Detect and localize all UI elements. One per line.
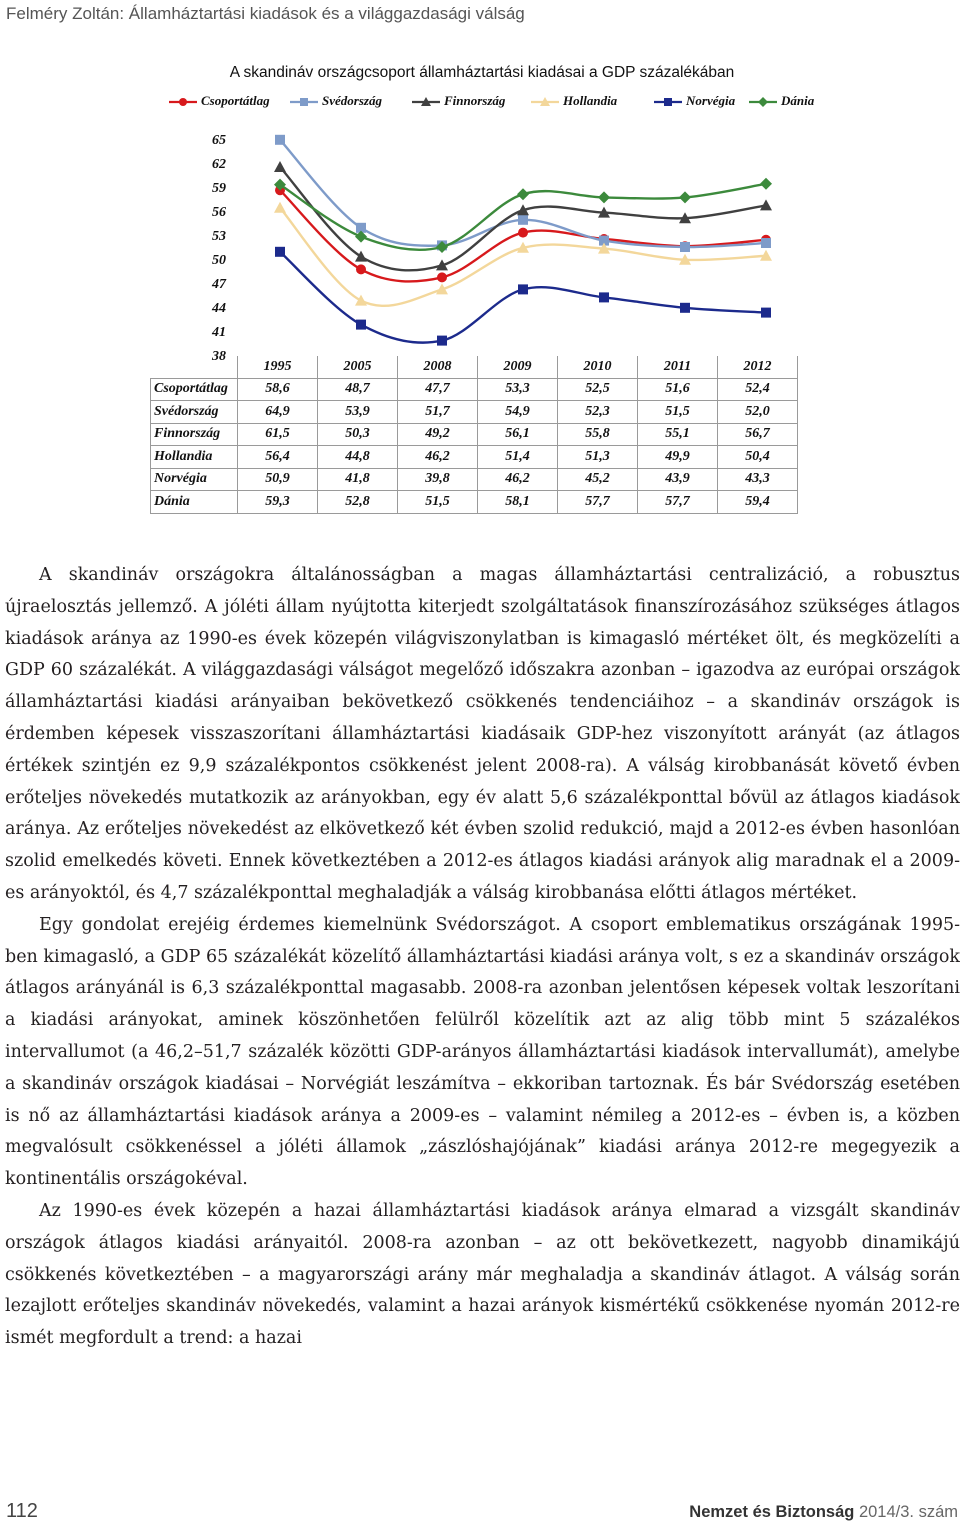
y-tick-label: 53 bbox=[212, 229, 226, 244]
chart-legend bbox=[168, 92, 828, 112]
legend-label: Csoportátlag bbox=[201, 93, 270, 108]
data-point bbox=[518, 284, 528, 294]
x-tick-label: 2005 bbox=[318, 356, 398, 378]
table-cell: 47,7 bbox=[398, 378, 478, 401]
row-label: Dánia bbox=[151, 491, 238, 514]
legend-marker bbox=[664, 98, 672, 106]
table-cell: 52,0 bbox=[718, 401, 798, 424]
x-tick-label: 2012 bbox=[718, 356, 798, 378]
table-cell: 46,2 bbox=[478, 468, 558, 491]
legend-label: Svédország bbox=[322, 93, 382, 108]
table-cell: 45,2 bbox=[558, 468, 638, 491]
data-point bbox=[275, 247, 285, 257]
legend-swatch bbox=[289, 95, 319, 109]
x-tick-label: 1995 bbox=[238, 356, 318, 378]
legend-label: Finnország bbox=[444, 93, 506, 108]
journal-name: Nemzet és Biztonság bbox=[689, 1503, 855, 1521]
table-header-row bbox=[151, 356, 798, 378]
legend-marker bbox=[300, 98, 308, 106]
data-point bbox=[761, 238, 771, 248]
table-cell: 43,9 bbox=[638, 468, 718, 491]
legend-swatch bbox=[168, 95, 198, 109]
table-cell: 51,5 bbox=[398, 491, 478, 514]
x-tick-label: 2008 bbox=[398, 356, 478, 378]
data-point bbox=[680, 303, 690, 313]
table-cell: 53,3 bbox=[478, 378, 558, 401]
journal-footer bbox=[689, 1503, 958, 1522]
journal-issue: 2014/3. szám bbox=[858, 1503, 958, 1521]
table-cell: 56,1 bbox=[478, 423, 558, 446]
data-point bbox=[761, 308, 771, 318]
y-tick-label: 62 bbox=[212, 157, 226, 172]
table-row bbox=[151, 468, 798, 491]
legend-marker bbox=[179, 98, 187, 106]
table-row bbox=[151, 423, 798, 446]
table-cell: 51,7 bbox=[398, 401, 478, 424]
data-point bbox=[355, 251, 367, 262]
data-point bbox=[437, 336, 447, 346]
legend-swatch bbox=[411, 95, 441, 109]
table-cell: 41,8 bbox=[318, 468, 398, 491]
table-cell: 50,3 bbox=[318, 423, 398, 446]
data-table bbox=[150, 356, 798, 514]
data-point bbox=[274, 202, 286, 213]
table-cell: 49,9 bbox=[638, 446, 718, 469]
table-cell: 52,8 bbox=[318, 491, 398, 514]
table-corner bbox=[151, 356, 238, 378]
table-cell: 46,2 bbox=[398, 446, 478, 469]
row-label: Finnország bbox=[151, 423, 238, 446]
table-cell: 43,3 bbox=[718, 468, 798, 491]
table-cell: 56,7 bbox=[718, 423, 798, 446]
legend-swatch bbox=[748, 95, 778, 109]
y-tick-label: 38 bbox=[212, 349, 226, 364]
table-cell: 61,5 bbox=[238, 423, 318, 446]
data-point bbox=[518, 215, 528, 225]
table-cell: 50,9 bbox=[238, 468, 318, 491]
article-body bbox=[5, 560, 960, 1355]
paragraph: A skandináv országokra általánosságban a magas államháztartási centralizáció, a robusztus újraelosztás jellemző. A jóléti állam nyújtotta kiterjedt szolgáltatások finanszírozásához szükséges átlagos kiadások aránya az 1990-es évek közepén világviszonylatban is kimagasló mértéket ölt, és megközelíti a GDP 60 százalékát. A világgazdasági válságot megelőző időszakra azonban – igazodva az európai országok államháztartási kiadási arányaiban bekövetkező csökkenés tendenciáihoz – a skandináv országok is érdemben képesek visszaszorítani államháztartási kiadásaik GDP-hez viszonyított arányát (az átlagos értékek szintjén ez 9,9 százalékpontos csökkenést jelent 2008-ra). A válság kirobbanását követő évben erőteljes növekedés mutatkozik az arányokban, egy év alatt 5,6 százalékponttal bővül az átlagos kiadások aránya. Az erőteljes növekedést az elkövetkező két évben szolid redukció, majd a 2012-es évben hasonlóan szolid emelkedés követi. Ennek következtében a 2012-es átlagos kiadási arányok alig maradnak el a 2009-es arányoktól, és 4,7 százalékponttal meghaladják a válság kirobbanása előtti átlagos mértéket. bbox=[5, 565, 960, 903]
data-point bbox=[599, 292, 609, 302]
table-row bbox=[151, 446, 798, 469]
legend-marker bbox=[758, 97, 768, 107]
table-cell: 64,9 bbox=[238, 401, 318, 424]
legend-label: Norvégia bbox=[686, 93, 736, 108]
data-point bbox=[274, 161, 286, 172]
y-tick-label: 41 bbox=[212, 325, 226, 340]
y-tick-label: 59 bbox=[212, 181, 226, 196]
table-cell: 59,3 bbox=[238, 491, 318, 514]
line-chart bbox=[150, 122, 814, 364]
table-cell: 59,4 bbox=[718, 491, 798, 514]
data-point bbox=[356, 264, 366, 274]
table-row bbox=[151, 378, 798, 401]
table-cell: 57,7 bbox=[558, 491, 638, 514]
data-point bbox=[355, 295, 367, 306]
running-head: Felméry Zoltán: Államháztartási kiadások és a világgazdasági válság bbox=[6, 4, 525, 23]
data-point bbox=[598, 191, 610, 203]
table-cell: 55,8 bbox=[558, 423, 638, 446]
data-point bbox=[760, 199, 772, 210]
y-tick-label: 44 bbox=[212, 301, 226, 316]
row-label: Norvégia bbox=[151, 468, 238, 491]
table-row bbox=[151, 401, 798, 424]
page-number: 112 bbox=[6, 1500, 38, 1522]
x-tick-label: 2011 bbox=[638, 356, 718, 378]
paragraph: Az 1990-es évek közepén a hazai államháztartási kiadások aránya elmarad a vizsgált skandináv országok átlagos kiadási arányaitól. 2008-ra azonban – az ott bekövetkezett, nagyobb dinamikájú csökkenés következtében – a magyarországi arány már meghaladja a skandináv átlagot. A válság során lezajlott erőteljes skandináv növekedés, valamint a hazai arányok kismértékű csökkenése nyomán 2012-re ismét megfordult a trend: a hazai bbox=[5, 1200, 960, 1349]
table-cell: 39,8 bbox=[398, 468, 478, 491]
legend-swatch bbox=[653, 95, 683, 109]
table-cell: 49,2 bbox=[398, 423, 478, 446]
y-tick-label: 56 bbox=[212, 205, 226, 220]
legend-label: Hollandia bbox=[563, 93, 618, 108]
y-tick-label: 65 bbox=[212, 133, 226, 148]
table-cell: 52,4 bbox=[718, 378, 798, 401]
chart-title: A skandináv országcsoport államháztartási kiadásai a GDP százalékában bbox=[229, 64, 735, 81]
chart-figure bbox=[150, 64, 814, 520]
data-point bbox=[760, 178, 772, 190]
data-point bbox=[680, 242, 690, 252]
legend-swatch bbox=[530, 95, 560, 109]
table-cell: 53,9 bbox=[318, 401, 398, 424]
table-cell: 54,9 bbox=[478, 401, 558, 424]
y-tick-label: 50 bbox=[212, 253, 226, 268]
data-point bbox=[275, 135, 285, 145]
table-cell: 51,5 bbox=[638, 401, 718, 424]
row-label: Svédország bbox=[151, 401, 238, 424]
table-cell: 50,4 bbox=[718, 446, 798, 469]
table-cell: 48,7 bbox=[318, 378, 398, 401]
x-tick-label: 2010 bbox=[558, 356, 638, 378]
table-row bbox=[151, 491, 798, 514]
x-tick-label: 2009 bbox=[478, 356, 558, 378]
row-label: Hollandia bbox=[151, 446, 238, 469]
table-cell: 51,6 bbox=[638, 378, 718, 401]
table-cell: 44,8 bbox=[318, 446, 398, 469]
paragraph: Egy gondolat erejéig érdemes kiemelnünk Svédországot. A csoport emblematikus országának 1995-ben kimagasló, a GDP 65 százalékát közelítő államháztartási kiadási aránya volt, s ez a skandináv országok átlagos arányánál is 6,3 százalékponttal magasabb. 2008-ra azonban jelentősen képesek voltak leszorítani a kiadási arányokat, aminek köszönhetően felülről közelítik azt az alig több mint 5 százalékos intervallumot (a 46,2–51,7 százalék közötti GDP-arányos államháztartási kiadások intervallumát), amelybe a skandináv országok kiadásai – Norvégiát leszámítva – ekkoriban tartoznak. És bár Svédország esetében is nő az államháztartási kiadások aránya a 2009-es – valamint némileg a 2012-es – évben is, a közben megvalósult csökkenéssel a jóléti államok „zászlóshajójának” kiadási aránya 2012-re megegyezik a kontinentális országokéval. bbox=[5, 914, 960, 1190]
table-cell: 56,4 bbox=[238, 446, 318, 469]
data-point bbox=[679, 191, 691, 203]
legend-label: Dánia bbox=[781, 93, 815, 108]
table-cell: 52,5 bbox=[558, 378, 638, 401]
table-cell: 58,6 bbox=[238, 378, 318, 401]
data-point bbox=[517, 188, 529, 200]
table-cell: 51,3 bbox=[558, 446, 638, 469]
row-label: Csoportátlag bbox=[151, 378, 238, 401]
table-cell: 57,7 bbox=[638, 491, 718, 514]
y-tick-label: 47 bbox=[212, 277, 226, 292]
data-point bbox=[356, 320, 366, 330]
table-cell: 55,1 bbox=[638, 423, 718, 446]
table-cell: 58,1 bbox=[478, 491, 558, 514]
table-cell: 51,4 bbox=[478, 446, 558, 469]
data-point bbox=[518, 228, 528, 238]
data-point bbox=[437, 272, 447, 282]
table-cell: 52,3 bbox=[558, 401, 638, 424]
